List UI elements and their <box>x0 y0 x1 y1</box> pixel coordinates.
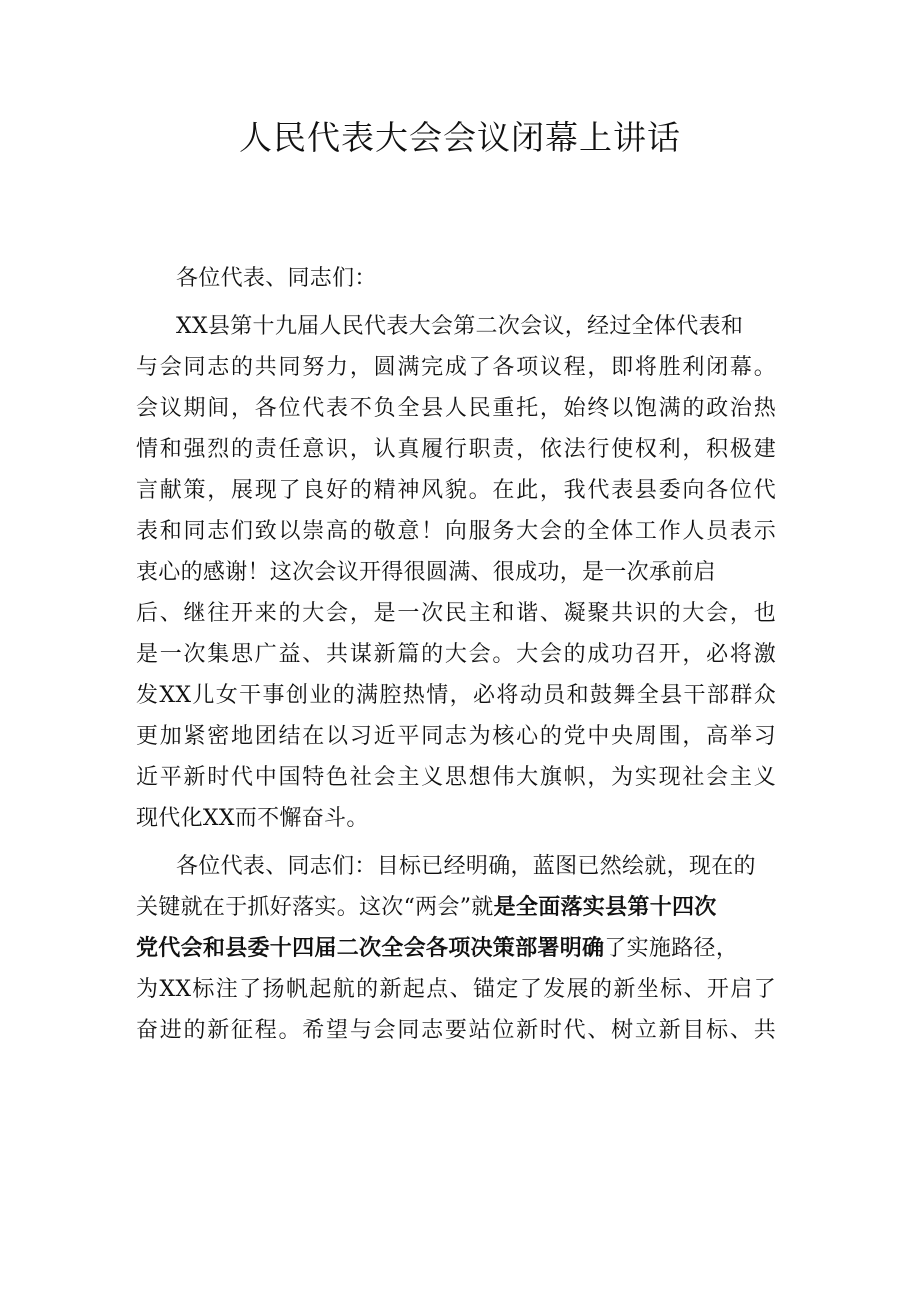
paragraph2-line: 奋进的新征程。希望与会同志要站位新时代、树立新目标、共 <box>136 1018 776 1043</box>
document-title: 人民代表大会会议闭幕上讲话 <box>239 118 681 157</box>
paragraph1-line: 表和同志们致以崇高的敬意！向服务大会的全体工作人员表示 <box>136 519 776 544</box>
paragraph1-line: 更加紧密地团结在以习近平同志为核心的党中央周围，高举习 <box>136 724 776 749</box>
paragraph-gap <box>136 839 776 846</box>
paragraph2-line <box>136 887 776 928</box>
salutation: 各位代表、同志们： <box>176 266 377 291</box>
paragraph2-line3-emphasis: 党代会和县委十四届二次全会各项决策部署明确 <box>136 935 605 961</box>
paragraph1-line: 情和强烈的责任意识，认真履行职责，依法行使权利，积极建 <box>136 437 776 462</box>
paragraph2-line: 各位代表、同志们：目标已经明确，蓝图已然绘就，现在的 <box>176 854 756 879</box>
paragraph1-line: 与会同志的共同努力，圆满完成了各项议程，即将胜利闭幕。 <box>136 355 776 380</box>
paragraph1-line: 现代化XX而不懈奋斗。 <box>136 806 369 831</box>
paragraph-gap <box>136 299 776 306</box>
paragraph1-line: 后、继往开来的大会，是一次民主和谐、凝聚共识的大会，也 <box>136 601 776 626</box>
paragraph1-line: 近平新时代中国特色社会主义思想伟大旗帜，为实现社会主义 <box>136 765 776 790</box>
paragraph2-line2-text: 关键就在于抓好落实。这次“两会”就 <box>136 895 494 920</box>
paragraph2-line: 为XX标注了扬帆起航的新起点、锚定了发展的新坐标、开启了 <box>136 977 776 1002</box>
paragraph1-line: 是一次集思广益、共谋新篇的大会。大会的成功召开，必将激 <box>136 642 776 667</box>
paragraph2-line <box>136 928 776 969</box>
paragraph2-line2-emphasis: 是全面落实县第十四次 <box>493 894 717 920</box>
paragraph1-line: 言献策，展现了良好的精神风貌。在此，我代表县委向各位代 <box>136 478 776 503</box>
paragraph1-line: 发XX儿女干事创业的满腔热情，必将动员和鼓舞全县干部群众 <box>136 683 776 708</box>
paragraph1-line: 会议期间，各位代表不负全县人民重托，始终以饱满的政治热 <box>136 396 776 421</box>
paragraph1-line: 衷心的感谢！这次会议开得很圆满、很成功，是一次承前启 <box>136 560 716 585</box>
document-body <box>136 258 776 1051</box>
paragraph1-line: XX县第十九届人民代表大会第二次会议，经过全体代表和 <box>176 314 744 339</box>
paragraph2-line3-text: 了实施路径， <box>604 936 739 961</box>
